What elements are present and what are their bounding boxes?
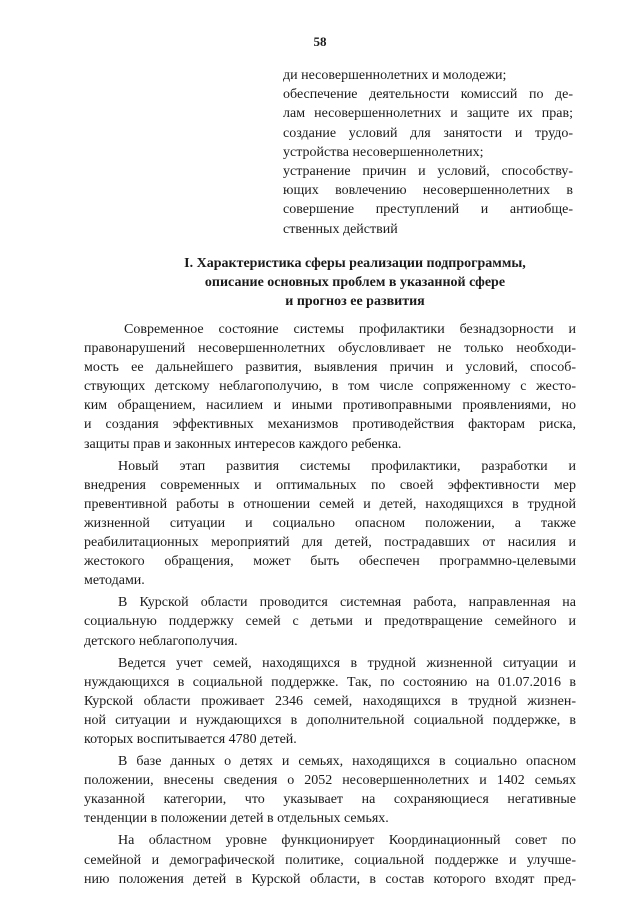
text-line: нию положения детей в Курской области, в состав которого входят пред- — [84, 871, 576, 887]
text-line: ной ситуации и нуждающихся в дополнительной социальной поддержке, в — [84, 712, 576, 728]
heading-line: и прогноз ее развития — [285, 294, 425, 309]
paragraph — [84, 654, 576, 749]
heading-line: описание основных проблем в указанной сфере — [204, 275, 506, 290]
goals-line: устройства несовершеннолетних; — [283, 144, 484, 160]
text-line: реабилитационных мероприятий для детей, пострадавших от насилия и — [84, 535, 576, 551]
text-line: социальную поддержку семей с детьми и предотвращение семейного и — [84, 614, 576, 630]
text-line: положении, внесены сведения о 2052 несовершеннолетних и 1402 семьях — [84, 773, 576, 789]
text-line: семейной и демографической политике, социальной поддержке и улучше- — [84, 852, 576, 868]
text-line: ким обращением, насилием и иными противоправными проявлениями, но — [84, 398, 576, 414]
text-line: В Курской области проводится системная работа, направленная на — [118, 595, 576, 611]
goals-line: лам несовершеннолетних и защите их прав; — [283, 106, 573, 122]
goals-line: обеспечение деятельности комиссий по де- — [283, 87, 573, 103]
text-line: Новый этап развития системы профилактики, разработки и — [118, 458, 576, 474]
text-line: и создания эффективных механизмов противодействия факторам риска, — [84, 417, 576, 433]
text-line: которых воспитывается 4780 детей. — [84, 731, 297, 747]
page-number: 58 — [313, 34, 327, 49]
text-line: Современное состояние системы профилактики безнадзорности и — [124, 322, 576, 337]
text-line: детского неблагополучия. — [84, 633, 238, 649]
text-line: тенденции в положении детей в отдельных семьях. — [84, 811, 389, 827]
text-line: жизненной ситуации и социально опасном положении, а также — [84, 515, 576, 531]
section-heading — [110, 254, 600, 311]
goals-line: совершение преступлений и антиобще- — [283, 202, 573, 218]
paragraph — [84, 831, 576, 888]
goals-list — [283, 66, 573, 239]
goals-line: ственных действий — [283, 221, 398, 237]
text-line: мость ее дальнейшего развития, выявления причин и условий, способ- — [84, 360, 576, 376]
text-line: нуждающихся в социальной поддержке. Так, по состоянию на 01.07.2016 в — [84, 674, 576, 690]
text-line: жестокого обращения, может быть обеспечен программно-целевыми — [84, 554, 576, 570]
text-line: превентивной работы в отношении семей и детей, находящихся в трудной — [84, 496, 576, 512]
paragraph — [84, 320, 576, 454]
text-line: правонарушений несовершеннолетних обусловливает не только необходи- — [84, 341, 576, 357]
text-line: указанной категории, что указывает на сохраняющиеся негативные — [84, 792, 576, 808]
goals-line: создание условий для занятости и трудо- — [283, 125, 573, 141]
body-text — [84, 320, 576, 889]
paragraph — [84, 457, 576, 591]
goals-line: устранение причин и условий, способству- — [283, 164, 573, 180]
text-line: На областном уровне функционирует Координационный совет по — [118, 833, 576, 849]
text-line: В базе данных о детях и семьях, находящихся в социально опасном — [118, 754, 576, 770]
text-line: Ведется учет семей, находящихся в трудной жизненной ситуации и — [118, 655, 576, 671]
text-line: защиты прав и законных интересов каждого ребенка. — [84, 436, 402, 452]
paragraph — [84, 593, 576, 650]
goals-line: ющих вовлечению несовершеннолетних в — [283, 183, 573, 199]
text-line: внедрения современных и оптимальных по своей эффективности мер — [84, 477, 576, 493]
text-line: Курской области проживает 2346 семей, находящихся в трудной жизнен- — [84, 693, 576, 709]
heading-line: I. Характеристика сферы реализации подпрограммы, — [184, 256, 526, 271]
goals-line: ди несовершеннолетних и молодежи; — [283, 68, 507, 83]
text-line: методами. — [84, 573, 145, 589]
paragraph — [84, 752, 576, 828]
text-line: ствующих детскому неблагополучию, в том числе сопряженному с жесто- — [84, 379, 576, 395]
